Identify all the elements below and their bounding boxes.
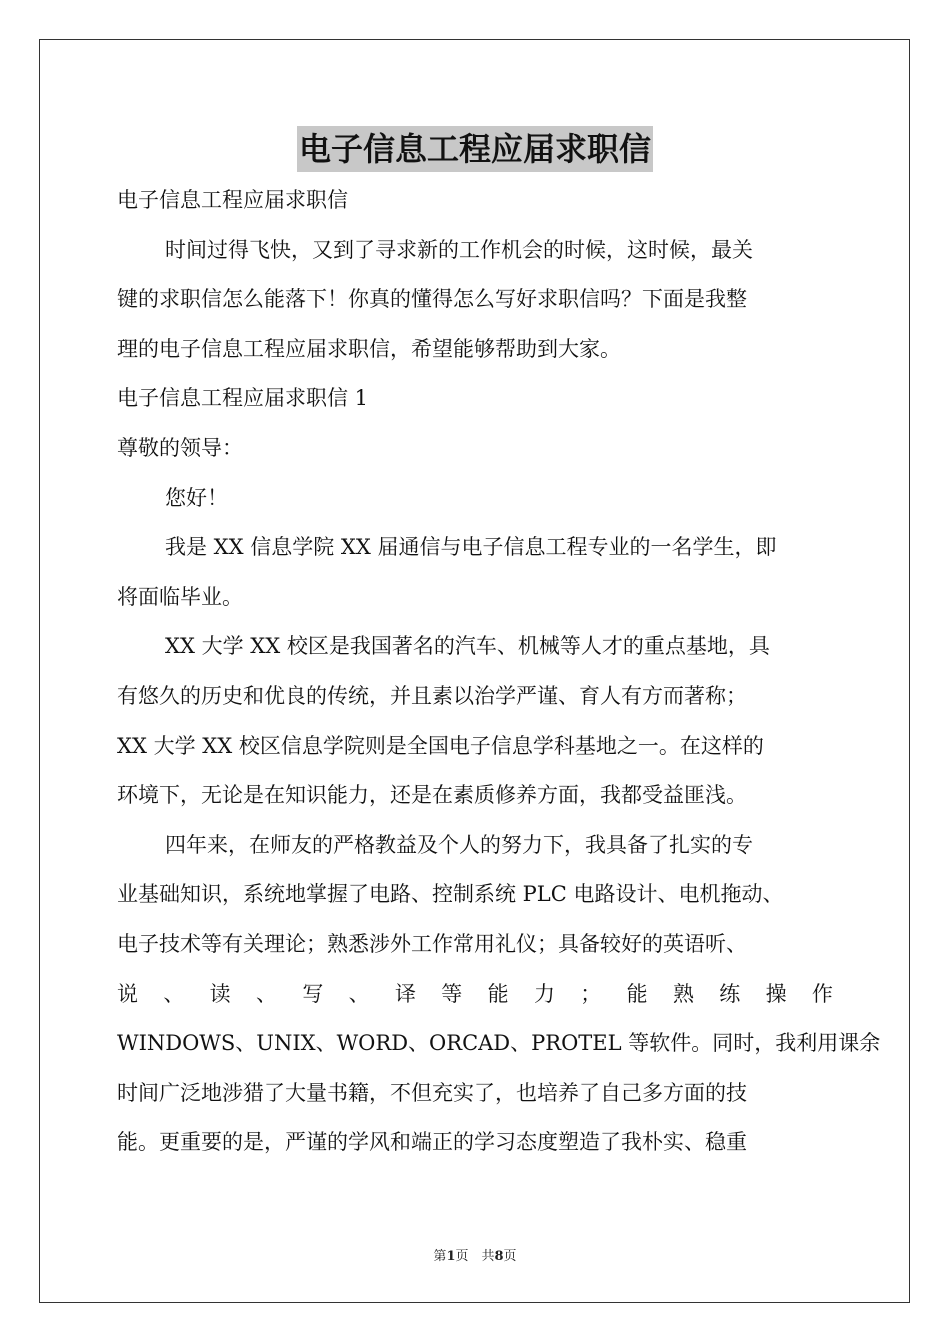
justified-char: 操: [765, 981, 787, 1006]
justified-char: 读: [209, 981, 231, 1006]
justified-char: 力: [533, 981, 555, 1006]
text-line: 将面临毕业。: [117, 584, 243, 609]
footer-page-suffix: 页: [503, 1249, 517, 1264]
text-line: 有悠久的历史和优良的传统，并且素以治学严谨、育人有方而著称；: [117, 683, 747, 708]
text-line: 时间广泛地涉猎了大量书籍，不但充实了，也培养了自己多方面的技: [117, 1080, 747, 1105]
justified-char: 说: [117, 981, 138, 1006]
justified-char: 、: [255, 981, 277, 1006]
footer-page-current: 1: [446, 1249, 456, 1264]
document-body: [117, 176, 881, 1168]
title-container: [0, 126, 950, 172]
justified-char: 、: [348, 981, 370, 1006]
text-line: 时间过得飞快，又到了寻求新的工作机会的时候，这时候，最关: [165, 237, 753, 262]
text-line: XX 大学 XX 校区信息学院则是全国电子信息学科基地之一。在这样的: [117, 733, 764, 758]
justified-char: 译: [394, 981, 416, 1006]
text-line-justified: [117, 970, 833, 1020]
justified-char: 作: [811, 981, 833, 1006]
text-line: 电子技术等有关理论；熟悉涉外工作常用礼仪；具备较好的英语听、: [117, 931, 747, 956]
justified-char: 能: [626, 981, 648, 1006]
text-line: 电子信息工程应届求职信 1: [117, 386, 369, 411]
text-line: XX 大学 XX 校区是我国著名的汽车、机械等人才的重点基地，具: [165, 634, 770, 659]
text-line: 尊敬的领导：: [117, 435, 243, 460]
text-line: 四年来，在师友的严格教益及个人的努力下，我具备了扎实的专: [165, 832, 753, 857]
justified-char: 熟: [672, 981, 694, 1006]
text-line: 我是 XX 信息学院 XX 届通信与电子信息工程专业的一名学生，即: [165, 535, 777, 560]
text-line: 业基础知识，系统地掌握了电路、控制系统 PLC 电路设计、电机拖动、: [117, 882, 784, 907]
justified-char: 等: [441, 981, 463, 1006]
footer-page-total: 8: [494, 1249, 504, 1264]
footer-page-mid: 页 共: [455, 1249, 495, 1264]
text-line: 电子信息工程应届求职信: [117, 188, 348, 212]
text-line: WINDOWS、UNIX、WORD、ORCAD、PROTEL 等软件。同时，我利用课余: [117, 1031, 881, 1056]
text-line: 理的电子信息工程应届求职信，希望能够帮助到大家。: [117, 336, 621, 361]
footer-page-prefix: 第: [433, 1249, 447, 1264]
text-line: 您好！: [165, 485, 228, 510]
document-title: 电子信息工程应届求职信: [297, 126, 653, 172]
justified-char: 练: [719, 981, 741, 1006]
text-line: 环境下，无论是在知识能力，还是在素质修养方面，我都受益匪浅。: [117, 783, 747, 808]
justified-char: 写: [302, 981, 324, 1006]
page-footer: [0, 1245, 950, 1264]
justified-char: 、: [163, 981, 185, 1006]
justified-char: ；: [580, 981, 602, 1006]
text-line: 键的求职信怎么能落下！你真的懂得怎么写好求职信吗？下面是我整: [117, 287, 747, 312]
justified-char: 能: [487, 981, 509, 1006]
text-line: 能。更重要的是，严谨的学风和端正的学习态度塑造了我朴实、稳重: [117, 1130, 747, 1155]
